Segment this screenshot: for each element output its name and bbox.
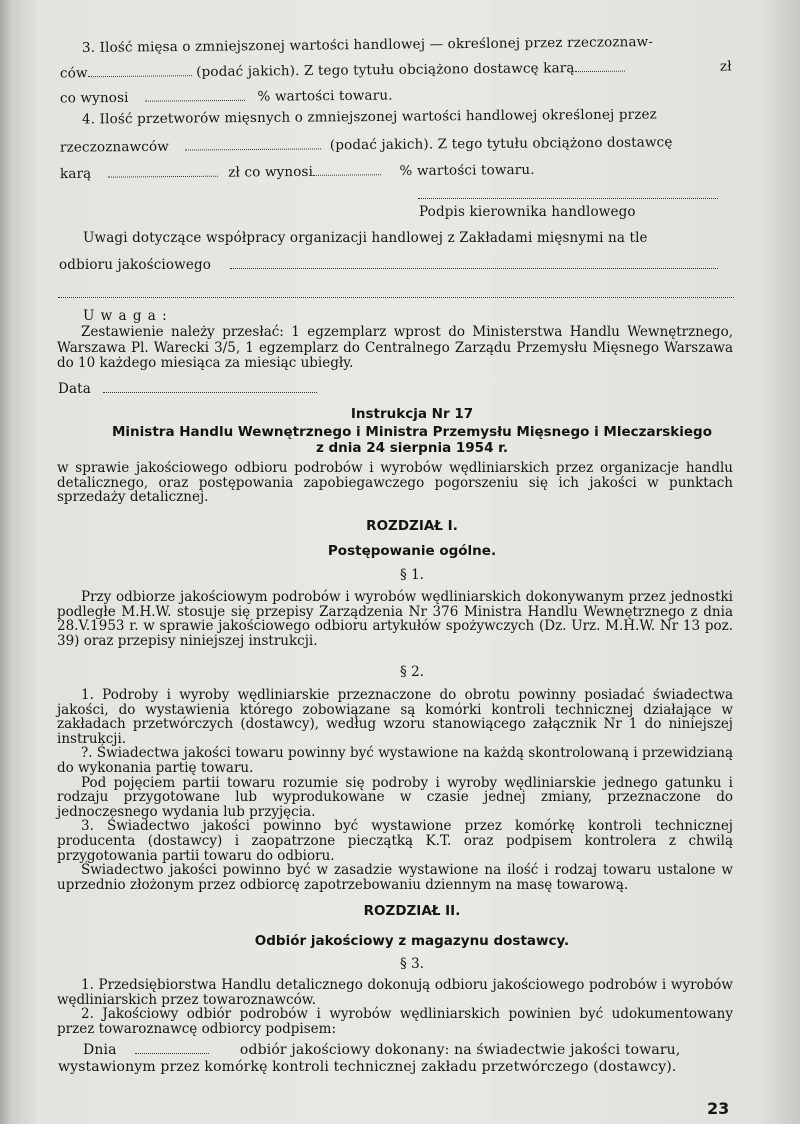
section3-date-field — [135, 1043, 209, 1054]
item4-percent-field — [313, 164, 381, 176]
item3-line3-suffix: % wartości towaru. — [257, 87, 393, 105]
section2-body — [57, 688, 733, 892]
remarks-field-line2 — [58, 297, 734, 298]
section3-mark: § 3. — [400, 956, 424, 972]
item3-line2-text: (podać jakich). Z tego tytułu obciążono dostawcę karą — [196, 60, 575, 81]
chapter1-title: Postępowanie ogólne. — [327, 543, 497, 559]
signature-label: Podpis kierownika handlowego — [419, 204, 636, 220]
section3-paragraph-2: 2. Jakościowy odbiór podrobów i wyrobów wędliniarskich powinien być udokumentowany przez towaroznawcę odbiorcy podpisem: — [57, 1006, 733, 1037]
section3-paragraph-1: 1. Przedsiębiorstwa Handlu detalicznego dokonują odbioru jakościowego podrobów i wyrobów wędliniarskich przez towaroznawców. — [57, 977, 733, 1008]
section1-text: Przy odbiorze jakościowym podrobów i wyrobów wędliniarskich dokonywanym przez jednostki podległe M.H.W. stosuje się przepisy Zarządzenia Nr 376 Ministra Handlu Wewnętrznego z dnia 28.V.1953 r. w sprawie jakościowego odbioru artykułów spożywczych (Dz. Urz. M.H.W. Nr 13 poz. 39) oraz przepisy niniejszej instrukcji. — [57, 589, 733, 649]
item3-penalty-field — [574, 61, 624, 73]
signature-line — [418, 198, 718, 199]
instruction-subject-text: w sprawie jakościowego odbioru podrobów i wyrobów wędliniarskich przez organizacje handlu detalicznego, oraz postępowania zapobiegawczego pogorszeniu się ich jakości w punktach sprzedaży detalicznej. — [57, 460, 733, 506]
item3-experts-field — [88, 65, 192, 77]
date-line — [58, 382, 317, 397]
item4-line3-prefix: karą — [59, 165, 92, 183]
section2-paragraph-2: ?. Świadectwa jakości towaru powinny być wystawione na każdą skontrolowaną i przewidzianą do wykonania partię towaru. — [57, 745, 733, 776]
item3-line2-prefix: ców — [59, 65, 88, 82]
remarks-line2-text: odbioru jakościowego — [59, 257, 212, 273]
instruction-ministers: Ministra Handlu Wewnętrznego i Ministra Przemysłu Mięsnego i Mleczarskiego — [112, 424, 712, 440]
item3-line3-prefix: co wynosi — [59, 89, 129, 107]
item4-line2 — [60, 135, 673, 155]
item4-line3-text: zł co wynosi — [228, 163, 314, 181]
item3-line3 — [60, 89, 393, 107]
section2-mark: § 2. — [400, 664, 424, 680]
instruction-title: Instrukcja Nr 17 — [350, 406, 474, 422]
chapter2-heading: ROZDZIAŁ II. — [363, 903, 461, 919]
date-label: Data — [58, 381, 91, 397]
chapter2-title: Odbiór jakościowy z magazynu dostawcy. — [254, 933, 570, 949]
section1-body — [57, 590, 733, 648]
chapter1-heading: ROZDZIAŁ I. — [366, 518, 458, 534]
instruction-date: z dnia 24 sierpnia 1954 r. — [315, 440, 509, 456]
item4-line3-suffix: % wartości towaru. — [399, 161, 535, 180]
section2-paragraph-1: 1. Podroby i wyroby wędliniarskie przeznaczone do obrotu powinny posiadać świadectwa jakości, do wystawienia którego zobowiązane są komórki kontroli technicznej działające w zakładach przetwórczych (dostawcy), według wzoru stanowiącego załącznik Nr 1 do niniejszej instrukcji. — [57, 687, 733, 747]
item4-line3 — [60, 163, 535, 182]
remarks-line2 — [59, 258, 718, 273]
section2-paragraph-3: Pod pojęciem partii towaru rozumie się podroby i wyroby wędliniarskie jednego gatunku i rodzaju przygotowane lub wyprodukowane w czasie jednej zmiany, przeznaczone do jednoczesnego wydania lub przyjęcia. — [57, 774, 733, 820]
item4-penalty-field — [108, 166, 218, 178]
section2-paragraph-4: 3. Świadectwo jakości powinno być wystawione przez komórkę kontroli technicznej producenta (dostawcy) i zaopatrzone pieczątką K.T. oraz podpisem kontrolera z chwilą przygotowania partii towaru do odbioru. — [57, 818, 733, 864]
date-field — [103, 382, 317, 393]
section3-date-label: Dnia — [83, 1042, 117, 1058]
item4-line2-prefix: rzeczoznawców — [59, 138, 170, 156]
instruction-subject — [57, 461, 733, 505]
page-number: 23 — [707, 1099, 730, 1118]
item3-percent-field — [145, 90, 245, 102]
item4-line1: 4. Ilość przetworów mięsnych o zmniejszonej wartości handlowej określonej przez — [81, 106, 657, 128]
section3-body — [57, 978, 733, 1036]
section1-mark: § 1. — [400, 567, 424, 583]
remarks-field — [230, 258, 718, 269]
item4-line2-text: (podać jakich). Z tego tytułu obciążono dostawcę — [329, 134, 673, 154]
note-text — [57, 325, 733, 372]
item3-currency: zł — [719, 58, 732, 75]
item4-experts-field — [185, 138, 321, 150]
section2-paragraph-5: Świadectwo jakości powinno być w zasadzie wystawione na ilość i rodzaj towaru ustalone w uprzednio złożonym przez odbiorcę zapotrzebowaniu dziennym na masę towarową. — [57, 862, 733, 893]
note-paragraph: Zestawienie należy przesłać: 1 egzemplarz wprost do Ministerstwa Handlu Wewnętrznego, Warszawa Pl. Warecki 3/5, 1 egzemplarz do Centralnego Zarządu Przemysłu Mięsnego Warszawa do 10 każdego miesiąca za miesiąc ubiegły. — [57, 324, 733, 371]
remarks-line1: Uwagi dotyczące współpracy organizacji handlowej z Zakładami mięsnymi na tle — [83, 230, 648, 246]
item3-line2 — [60, 59, 736, 81]
section3-form-line1-text: odbiór jakościowy dokonany: na świadectwie jakości towaru, — [239, 1042, 681, 1058]
section3-form-line1 — [83, 1043, 680, 1058]
note-heading: U w a g a : — [83, 308, 168, 324]
item3-line1: 3. Ilość mięsa o zmniejszonej wartości handlowej — określonej przez rzeczoznaw- — [81, 34, 654, 56]
section3-form-line2: wystawionym przez komórkę kontroli technicznej zakładu przetwórczego (dostawcy). — [58, 1059, 677, 1075]
